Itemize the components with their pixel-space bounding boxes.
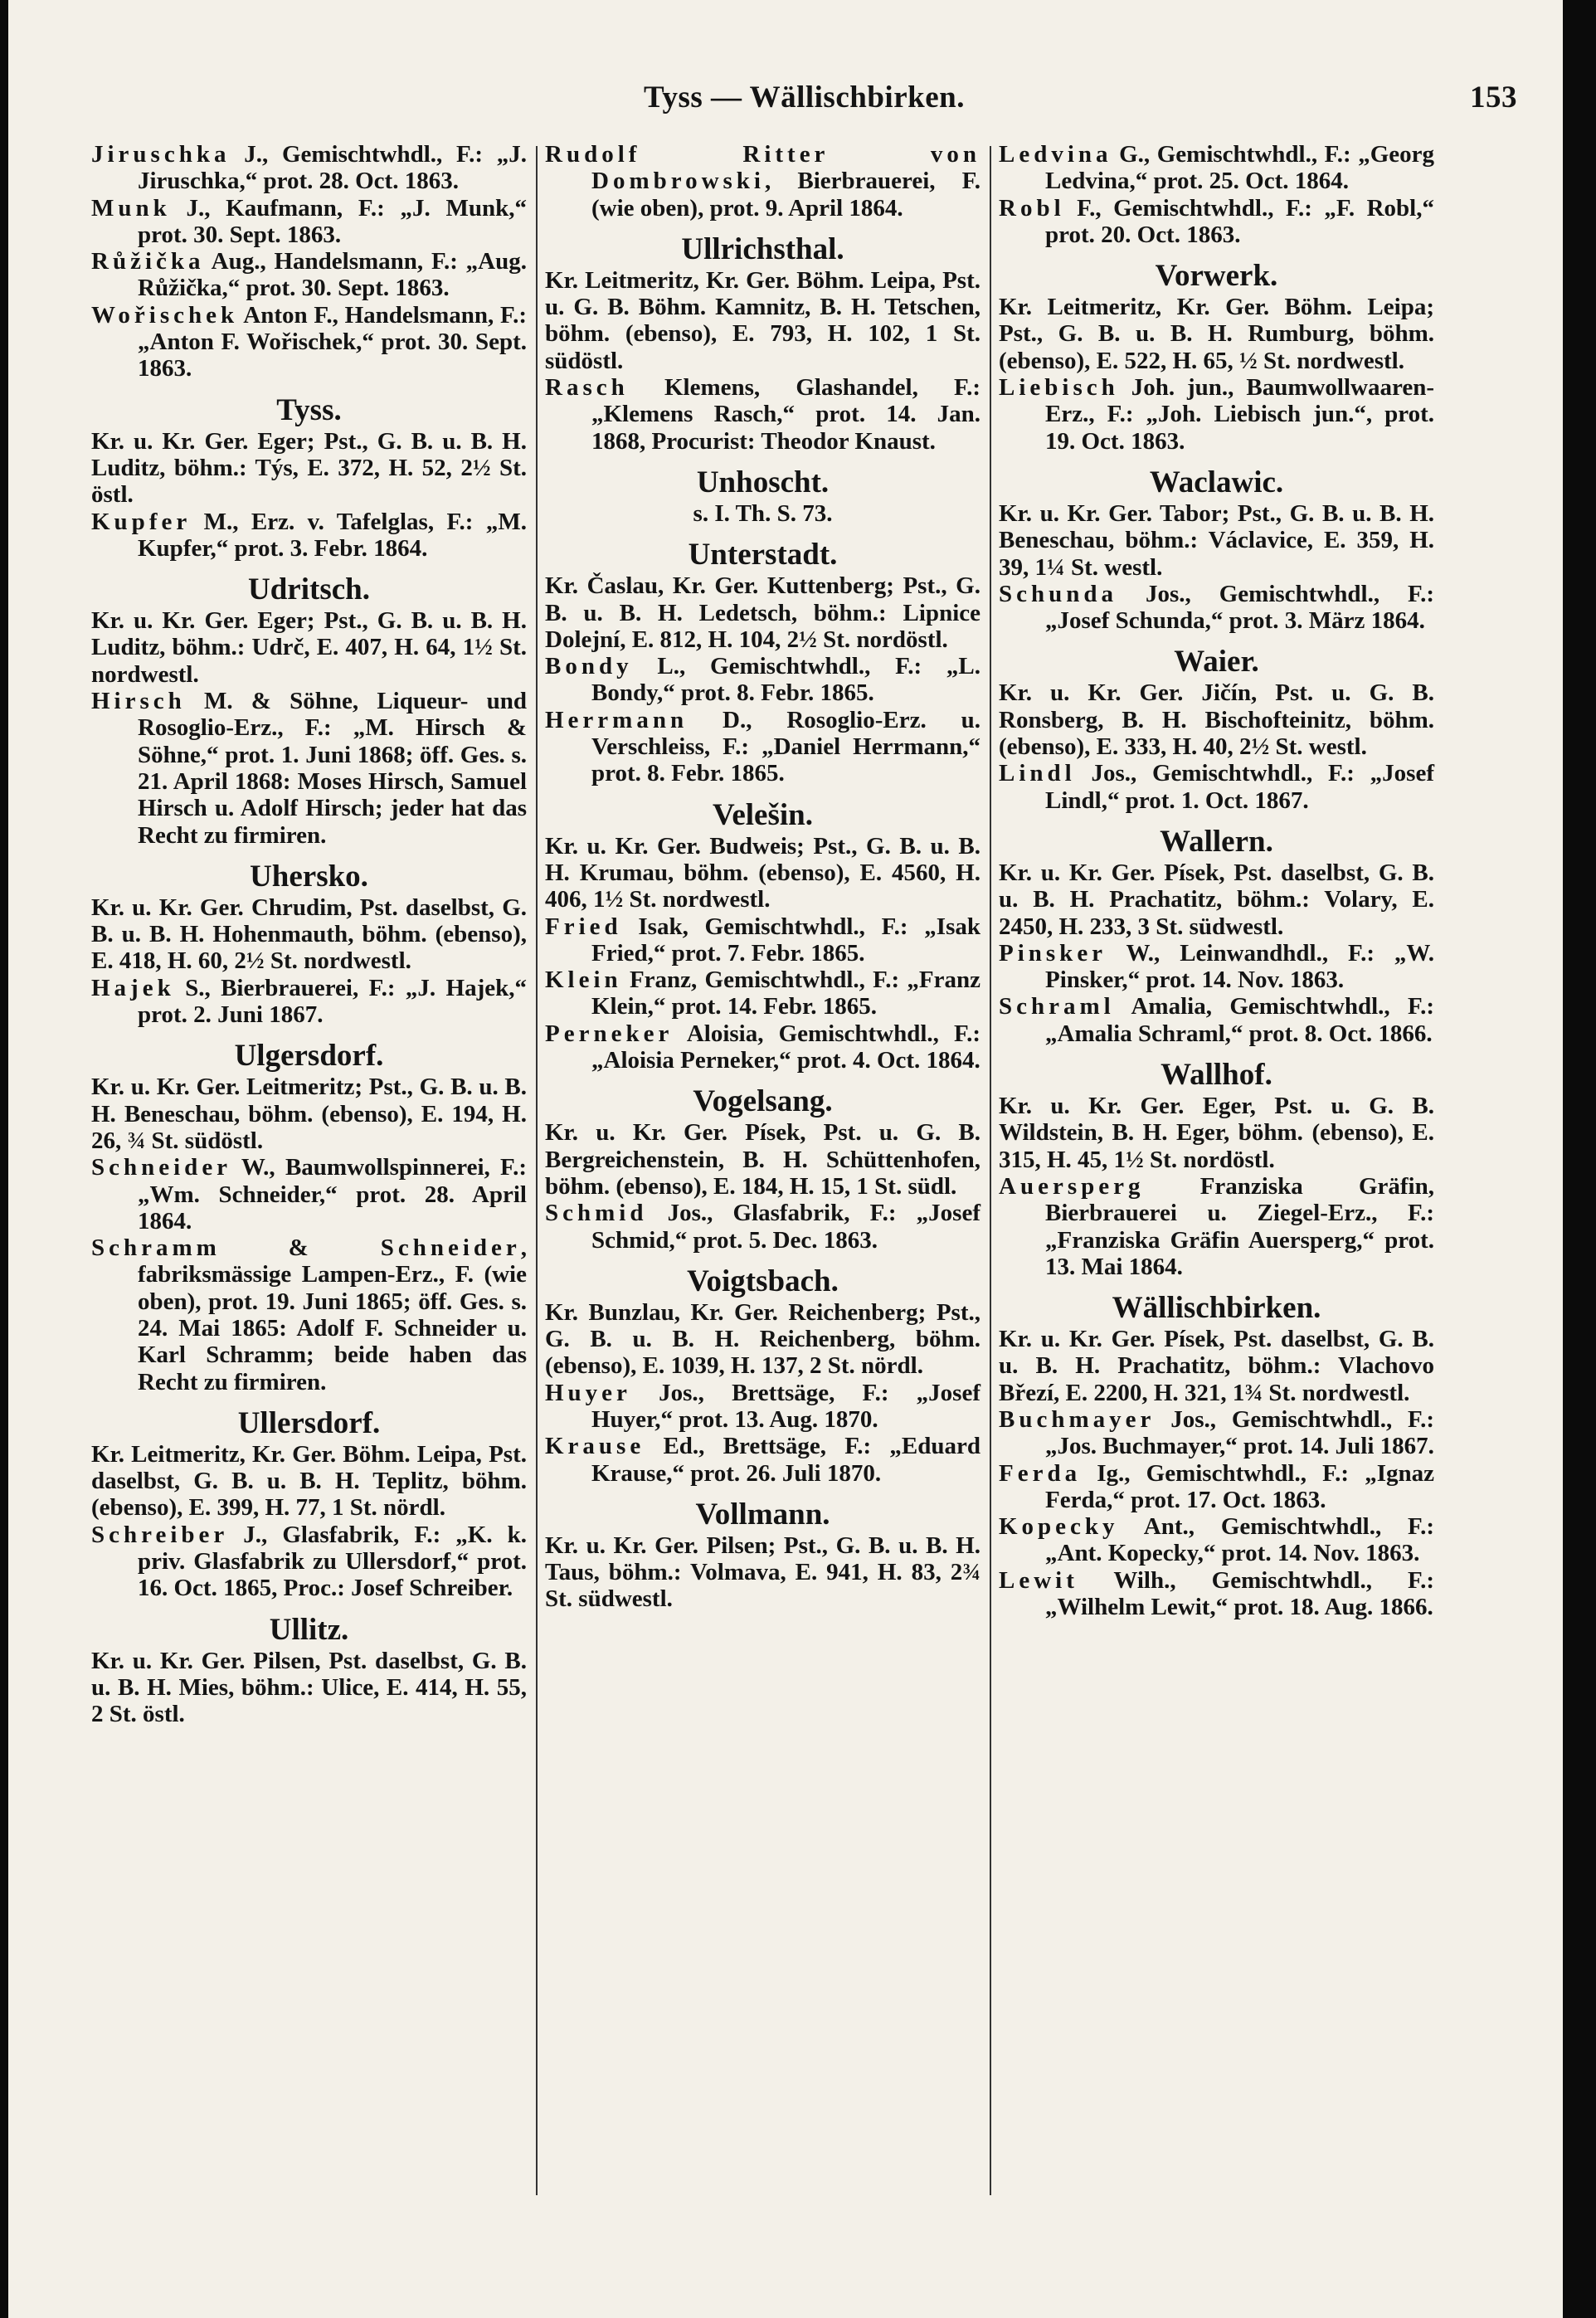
firm-details: G., Gemischtwhdl., F.: „Georg Ledvina,“ prot. 25. Oct. 1864.	[1045, 141, 1434, 195]
firm-details: Aloisia, Gemischtwhdl., F.: „Aloisia Perneker,“ prot. 4. Oct. 1864.	[591, 1020, 980, 1074]
firm-details: , fabriksmässige Lampen-Erz., F. (wie oben), prot. 19. Juni 1865; öff. Ges. s. 24. Mai 1865: Adolf F. Schneider u. Karl Schramm; beide haben das Recht zu firmiren.	[138, 1234, 527, 1395]
place-info: Kr. u. Kr. Ger. Eger; Pst., G. B. u. B. H. Luditz, böhm.: Udrč, E. 407, H. 64, 1½ St. nordwestl.	[91, 607, 527, 688]
firm-entry	[545, 1200, 980, 1254]
firm-entry	[91, 195, 527, 249]
place-info: Kr. u. Kr. Ger. Chrudim, Pst. daselbst, G. B. u. B. H. Hohenmauth, böhm. (ebenso), E. 418, H. 60, 2½ St. nordwestl.	[91, 894, 527, 975]
place-info: Kr. Leitmeritz, Kr. Ger. Böhm. Leipa; Pst., G. B. u. B. H. Rumburg, böhm. (ebenso), E. 522, H. 65, ½ St. nordwestl.	[999, 294, 1434, 374]
place-info: Kr. u. Kr. Ger. Leitmeritz; Pst., G. B. u. B. H. Beneschau, böhm. (ebenso), E. 194, H. 26, ¾ St. südöstl.	[91, 1074, 527, 1154]
firm-name: Rasch	[545, 374, 629, 402]
running-head	[91, 76, 1517, 118]
firm-entry	[545, 1380, 980, 1434]
place-info: Kr. Leitmeritz, Kr. Ger. Böhm. Leipa, Pst. daselbst, G. B. u. B. H. Teplitz, böhm. (ebenso), E. 399, H. 77, 1 St. nördl.	[91, 1440, 527, 1522]
firm-details: Ig., Gemischtwhdl., F.: „Ignaz Ferda,“ prot. 17. Oct. 1863.	[1045, 1459, 1434, 1513]
place-heading: Waier.	[1174, 645, 1259, 679]
firm-details: M. & Söhne, Liqueur- und Rosoglio-Erz., F.: „M. Hirsch & Söhne,“ prot. 1. Juni 1868; öff. Ges. s. 21. April 1868: Moses Hirsch, Samuel Hirsch u. Adolf Hirsch; jeder hat das Recht zu firmiren.	[138, 688, 527, 849]
place-info: Kr. u. Kr. Ger. Písek, Pst. u. G. B. Bergreichenstein, B. H. Schüttenhofen, böhm. (ebenso), E. 184, H. 15, 1 St. südl.	[545, 1119, 980, 1200]
firm-details: J., Gemischtwhdl., F.: „J. Jiruschka,“ prot. 28. Oct. 1863.	[138, 141, 527, 195]
firm-details: J., Kaufmann, F.: „J. Munk,“ prot. 30. Sept. 1863.	[138, 194, 527, 248]
place-info: Kr. Časlau, Kr. Ger. Kuttenberg; Pst., G. B. u. B. H. Ledetsch, böhm.: Lipnice Dolejní, E. 812, H. 104, 2½ St. nordöstl.	[545, 572, 980, 653]
firm-entry	[999, 1513, 1434, 1567]
firm-details: Franz, Gemischtwhdl., F.: „Franz Klein,“ prot. 14. Febr. 1865.	[591, 967, 980, 1020]
firm-entry	[545, 1433, 980, 1487]
firm-details: S., Bierbrauerei, F.: „J. Hajek,“ prot. 2. Juni 1867.	[138, 974, 527, 1029]
firm-details: Joh. jun., Baumwollwaaren-Erz., F.: „Joh. Liebisch jun.“, prot. 19. Oct. 1863.	[1045, 374, 1434, 455]
place-info: Kr. Leitmeritz, Kr. Ger. Böhm. Leipa, Pst. u. G. B. Böhm. Kamnitz, B. H. Tetschen, böhm. (ebenso), E. 793, H. 102, 1 St. südöstl.	[545, 266, 980, 374]
firm-entry	[91, 248, 527, 302]
firm-details: Jos., Gemischtwhdl., F.: „Josef Lindl,“ prot. 1. Oct. 1867.	[1045, 760, 1434, 814]
firm-entry	[999, 1460, 1434, 1514]
firm-details: Jos., Glasfabrik, F.: „Josef Schmid,“ prot. 5. Dec. 1863.	[591, 1200, 980, 1254]
firm-entry	[91, 975, 527, 1029]
firm-name: Buchmayer	[999, 1405, 1156, 1433]
firm-name: Schunda	[999, 580, 1118, 607]
firm-details: Anton F., Handelsmann, F.: „Anton F. Wořischek,“ prot. 30. Sept. 1863.	[138, 301, 527, 382]
firm-name: Perneker	[545, 1020, 674, 1047]
firm-entry	[91, 141, 527, 195]
firm-entry	[91, 509, 527, 562]
firm-details: Amalia, Gemischtwhdl., F.: „Amalia Schraml,“ prot. 8. Oct. 1866.	[1045, 993, 1434, 1047]
firm-entry	[91, 1234, 527, 1395]
firm-name: Kopecky	[999, 1513, 1119, 1541]
firm-name: Krause	[545, 1433, 645, 1460]
firm-name: Huyer	[545, 1379, 631, 1406]
place-heading: Uhersko.	[250, 859, 368, 894]
place-heading: Vogelsang.	[693, 1084, 833, 1119]
firm-name: Bondy	[545, 653, 633, 680]
firm-name: Růžička	[91, 248, 205, 275]
place-heading: Ullrichsthal.	[681, 231, 844, 266]
place-info: Kr. u. Kr. Ger. Jičín, Pst. u. G. B. Ronsberg, B. H. Bischofteinitz, böhm. (ebenso), E. 333, H. 40, 2½ St. westl.	[999, 679, 1434, 761]
firm-name: Schraml	[999, 993, 1115, 1020]
firm-name: Hirsch	[91, 688, 186, 715]
firm-entry	[91, 1154, 527, 1234]
firm-details: W., Leinwandhdl., F.: „W. Pinsker,“ prot. 14. Nov. 1863.	[1045, 939, 1434, 994]
firm-entry	[545, 707, 980, 787]
firm-details: L., Gemischtwhdl., F.: „L. Bondy,“ prot. 8. Febr. 1865.	[591, 653, 980, 707]
firm-entry	[545, 967, 980, 1020]
place-info: Kr. u. Kr. Ger. Eger, Pst. u. G. B. Wildstein, B. H. Eger, böhm. (ebenso), E. 315, H. 45, 1½ St. nordöstl.	[999, 1093, 1434, 1173]
firm-name: Herrmann	[545, 706, 689, 733]
place-heading: Vorwerk.	[1155, 259, 1278, 294]
firm-entry	[999, 993, 1434, 1047]
place-info: Kr. u. Kr. Ger. Písek, Pst. daselbst, G. B. u. B. H. Prachatitz, böhm.: Vlachovo Březí, E. 2200, H. 321, 1¾ St. nordwestl.	[999, 1326, 1434, 1406]
place-heading: Voigtsbach.	[687, 1264, 839, 1298]
place-heading: Wallern.	[1160, 824, 1273, 859]
firm-entry	[545, 374, 980, 455]
firm-name: Pinsker	[999, 939, 1107, 967]
place-heading: Wällischbirken.	[1112, 1291, 1321, 1326]
column-3	[999, 141, 1434, 1620]
firm-name: Ledvina	[999, 141, 1112, 168]
firm-details: M., Erz. v. Tafelglas, F.: „M. Kupfer,“ prot. 3. Febr. 1864.	[138, 508, 527, 562]
firm-name: Klein	[545, 967, 622, 994]
firm-details: Isak, Gemischtwhdl., F.: „Isak Fried,“ prot. 7. Febr. 1865.	[591, 913, 980, 967]
place-heading: Vollmann.	[695, 1497, 830, 1532]
firm-details: D., Rosoglio-Erz. u. Verschleiss, F.: „Daniel Herrmann,“ prot. 8. Febr. 1865.	[591, 706, 980, 787]
place-info: Kr. u. Kr. Ger. Písek, Pst. daselbst, G. B. u. B. H. Prachatitz, böhm.: Volary, E. 2450, H. 233, 3 St. südwestl.	[999, 859, 1434, 940]
firm-details: Jos., Gemischtwhdl., F.: „Josef Schunda,“ prot. 3. März 1864.	[1045, 580, 1434, 635]
place-heading: Udritsch.	[248, 572, 370, 607]
firm-name: Lewit	[999, 1566, 1078, 1594]
firm-name: Kupfer	[91, 508, 192, 535]
place-heading: Velešin.	[713, 797, 813, 832]
firm-entry	[545, 1020, 980, 1074]
place-heading: Ullersdorf.	[237, 1405, 381, 1440]
place-heading: Ulgersdorf.	[234, 1039, 384, 1074]
firm-details: W., Baumwollspinnerei, F.: „Wm. Schneider,“ prot. 28. April 1864.	[138, 1154, 527, 1234]
firm-entry	[999, 1567, 1434, 1621]
firm-entry	[999, 1406, 1434, 1460]
firm-details: Jos., Brettsäge, F.: „Josef Huyer,“ prot. 13. Aug. 1870.	[591, 1379, 980, 1433]
firm-details: Franziska Gräfin, Bierbrauerei u. Ziegel-Erz., F.: „Franziska Gräfin Auersperg,“ prot. 13. Mai 1864.	[1045, 1172, 1434, 1280]
place-heading: Wallhof.	[1161, 1058, 1272, 1093]
firm-name: Liebisch	[999, 374, 1119, 402]
running-head-title: Tyss — Wällischbirken.	[644, 80, 965, 114]
firm-details: Wilh., Gemischtwhdl., F.: „Wilhelm Lewit,“ prot. 18. Aug. 1866.	[1045, 1566, 1434, 1621]
column-rule	[990, 146, 991, 2195]
firm-details: , Bierbrauerei, F. (wie oben), prot. 9. April 1864.	[591, 168, 980, 222]
firm-name: Rudolf Ritter von Dombrowski	[545, 141, 980, 195]
firm-entry	[545, 141, 980, 222]
firm-entry	[999, 1173, 1434, 1280]
firm-name: Hajek	[91, 974, 175, 1001]
firm-entry	[999, 374, 1434, 455]
firm-name: Fried	[545, 913, 622, 940]
firm-details: Jos., Gemischtwhdl., F.: „Jos. Buchmayer,“ prot. 14. Juli 1867.	[1045, 1405, 1434, 1460]
firm-entry	[91, 1522, 527, 1602]
place-heading: Unhoscht.	[696, 465, 830, 499]
firm-entry	[999, 940, 1434, 994]
firm-entry	[545, 913, 980, 967]
place-info: Kr. u. Kr. Ger. Pilsen; Pst., G. B. u. B. H. Taus, böhm.: Volmava, E. 941, H. 83, 2¾ St. südwestl.	[545, 1532, 980, 1613]
place-info: Kr. Bunzlau, Kr. Ger. Reichenberg; Pst., G. B. u. B. H. Reichenberg, böhm. (ebenso), E. 1039, H. 137, 2 St. nördl.	[545, 1298, 980, 1380]
cross-reference: s. I. Th. S. 73.	[693, 499, 833, 527]
place-heading: Tyss.	[276, 392, 342, 427]
firm-name: Lindl	[999, 760, 1076, 787]
firm-name: Robl	[999, 194, 1065, 222]
firm-name: Wořischek	[91, 301, 239, 329]
firm-name: Schreiber	[91, 1521, 229, 1548]
firm-details: Klemens, Glashandel, F.: „Klemens Rasch,“ prot. 14. Jan. 1868, Procurist: Theodor Knaust.	[591, 374, 980, 455]
place-info: Kr. u. Kr. Ger. Budweis; Pst., G. B. u. B. H. Krumau, böhm. (ebenso), E. 4560, H. 406, 1½ St. nordwestl.	[545, 832, 980, 913]
column-rule	[536, 146, 538, 2195]
firm-name: Schneider	[91, 1154, 232, 1181]
firm-name: Auersperg	[999, 1172, 1145, 1200]
firm-entry	[545, 653, 980, 707]
page	[8, 0, 1563, 2318]
firm-entry	[999, 141, 1434, 195]
firm-entry	[999, 581, 1434, 635]
firm-details: Aug., Handelsmann, F.: „Aug. Růžička,“ prot. 30. Sept. 1863.	[138, 248, 527, 302]
firm-details: J., Glasfabrik, F.: „K. k. priv. Glasfabrik zu Ullersdorf,“ prot. 16. Oct. 1865, Proc.: Josef Schreiber.	[138, 1521, 527, 1602]
firm-details: F., Gemischtwhdl., F.: „F. Robl,“ prot. 20. Oct. 1863.	[1045, 194, 1434, 248]
place-heading: Unterstadt.	[688, 538, 838, 572]
firm-name: Schmid	[545, 1200, 648, 1227]
firm-name: Ferda	[999, 1459, 1082, 1487]
page-number: 153	[1470, 80, 1517, 114]
firm-name: Munk	[91, 194, 171, 222]
firm-name: Jiruschka	[91, 141, 231, 168]
firm-name: Schramm & Schneider	[91, 1234, 521, 1262]
firm-details: Ed., Brettsäge, F.: „Eduard Krause,“ prot. 26. Juli 1870.	[591, 1433, 980, 1487]
firm-details: Ant., Gemischtwhdl., F.: „Ant. Kopecky,“ prot. 14. Nov. 1863.	[1045, 1513, 1434, 1567]
place-heading: Waclawic.	[1149, 465, 1284, 499]
place-info: Kr. u. Kr. Ger. Tabor; Pst., G. B. u. B. H. Beneschau, böhm.: Václavice, E. 359, H. 39, 1¼ St. westl.	[999, 499, 1434, 581]
place-info: Kr. u. Kr. Ger. Eger; Pst., G. B. u. B. H. Luditz, böhm.: Týs, E. 372, H. 52, 2½ St. östl.	[91, 427, 527, 509]
place-info: Kr. u. Kr. Ger. Pilsen, Pst. daselbst, G. B. u. B. H. Mies, böhm.: Ulice, E. 414, H. 55, 2 St. östl.	[91, 1647, 527, 1728]
firm-entry	[999, 195, 1434, 249]
place-heading: Ullitz.	[269, 1612, 349, 1647]
column-2	[545, 141, 980, 1613]
column-1	[91, 141, 527, 1728]
firm-entry	[91, 302, 527, 382]
firm-entry	[91, 688, 527, 849]
firm-entry	[999, 760, 1434, 814]
